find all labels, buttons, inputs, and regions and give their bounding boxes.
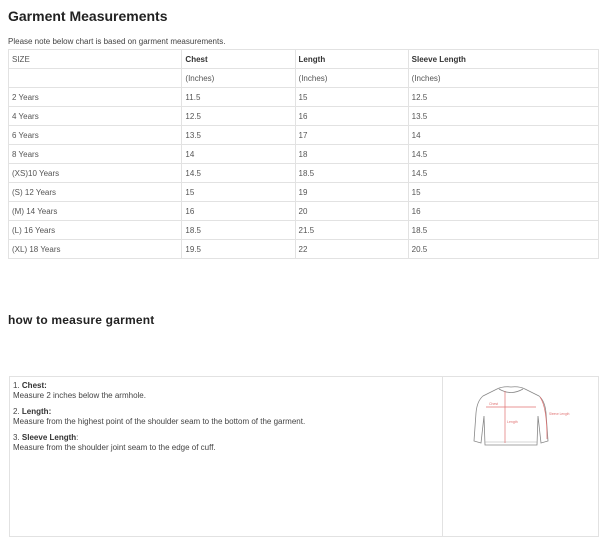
chest-cell: 15	[182, 183, 295, 202]
instruction-label: Sleeve Length	[21, 433, 77, 442]
size-cell: (L) 16 Years	[9, 221, 182, 240]
chest-cell: 19.5	[182, 240, 295, 259]
header-length: Length	[295, 50, 408, 69]
instruction-label: Length:	[21, 407, 52, 416]
length-cell: 20	[295, 202, 408, 221]
size-cell: 6 Years	[9, 126, 182, 145]
sleeve-cell: 13.5	[408, 107, 598, 126]
chest-cell: 11.5	[182, 88, 295, 107]
table-units-row	[9, 69, 599, 88]
table-row	[9, 183, 599, 202]
instruction-number: 2.	[13, 407, 20, 416]
table-row	[9, 88, 599, 107]
size-cell: 2 Years	[9, 88, 182, 107]
size-cell: (XS)10 Years	[9, 164, 182, 183]
sleeve-cell: 18.5	[408, 221, 598, 240]
instruction-number: 3.	[13, 433, 20, 442]
header-chest: Chest	[182, 50, 295, 69]
length-cell: 21.5	[295, 221, 408, 240]
sleeve-cell: 20.5	[408, 240, 598, 259]
unit-length: (Inches)	[295, 69, 408, 88]
table-row	[9, 145, 599, 164]
measurement-instructions	[10, 377, 443, 536]
sleeve-cell: 15	[408, 183, 598, 202]
table-row	[9, 202, 599, 221]
sleeve-length-diagram-label: Sleeve Length	[549, 412, 570, 416]
instruction-heading	[13, 381, 442, 391]
size-cell: (M) 14 Years	[9, 202, 182, 221]
length-diagram-label: Length	[507, 420, 518, 424]
instruction-number: 1.	[13, 381, 20, 390]
instruction-heading	[13, 407, 442, 417]
table-row	[9, 126, 599, 145]
table-header-row	[9, 50, 599, 69]
instruction-sleeve-length	[13, 433, 442, 453]
page-title: Garment Measurements	[8, 8, 168, 24]
chest-cell: 14.5	[182, 164, 295, 183]
how-to-measure-heading: how to measure garment	[8, 313, 155, 327]
length-cell: 15	[295, 88, 408, 107]
unit-sleeve: (Inches)	[408, 69, 598, 88]
size-cell: (S) 12 Years	[9, 183, 182, 202]
sweatshirt-outline	[474, 387, 548, 445]
instruction-chest	[13, 381, 442, 401]
chest-cell: 18.5	[182, 221, 295, 240]
header-sleeve-length: Sleeve Length	[408, 50, 598, 69]
unit-size	[9, 69, 182, 88]
table-row	[9, 107, 599, 126]
table-row	[9, 221, 599, 240]
chest-cell: 12.5	[182, 107, 295, 126]
size-chart-table	[8, 49, 599, 259]
sleeve-cell: 12.5	[408, 88, 598, 107]
size-cell: 4 Years	[9, 107, 182, 126]
length-cell: 22	[295, 240, 408, 259]
length-cell: 18.5	[295, 164, 408, 183]
measurement-guide	[9, 376, 599, 537]
chest-diagram-label: Chest	[489, 402, 499, 406]
chest-cell: 14	[182, 145, 295, 164]
size-cell: (XL) 18 Years	[9, 240, 182, 259]
instruction-description: Measure from the shoulder joint seam to the edge of cuff.	[13, 443, 216, 452]
unit-chest: (Inches)	[182, 69, 295, 88]
sleeve-cell: 14	[408, 126, 598, 145]
instruction-label-suffix: :	[76, 433, 79, 442]
instruction-description: Measure from the highest point of the shoulder seam to the bottom of the garment.	[13, 417, 306, 426]
sleeve-cell: 14.5	[408, 164, 598, 183]
chest-cell: 16	[182, 202, 295, 221]
instruction-length	[13, 407, 442, 427]
sleeve-cell: 16	[408, 202, 598, 221]
instruction-label: Chest:	[21, 381, 47, 390]
table-row	[9, 164, 599, 183]
size-cell: 8 Years	[9, 145, 182, 164]
length-cell: 17	[295, 126, 408, 145]
sleeve-cell: 14.5	[408, 145, 598, 164]
length-cell: 18	[295, 145, 408, 164]
instruction-description: Measure 2 inches below the armhole.	[13, 391, 146, 400]
table-row	[9, 240, 599, 259]
length-cell: 16	[295, 107, 408, 126]
chest-cell: 13.5	[182, 126, 295, 145]
sweatshirt-diagram	[461, 383, 570, 455]
length-cell: 19	[295, 183, 408, 202]
measurement-note: Please note below chart is based on garment measurements.	[8, 37, 226, 46]
instruction-heading	[13, 433, 442, 443]
header-size: SIZE	[9, 50, 182, 69]
